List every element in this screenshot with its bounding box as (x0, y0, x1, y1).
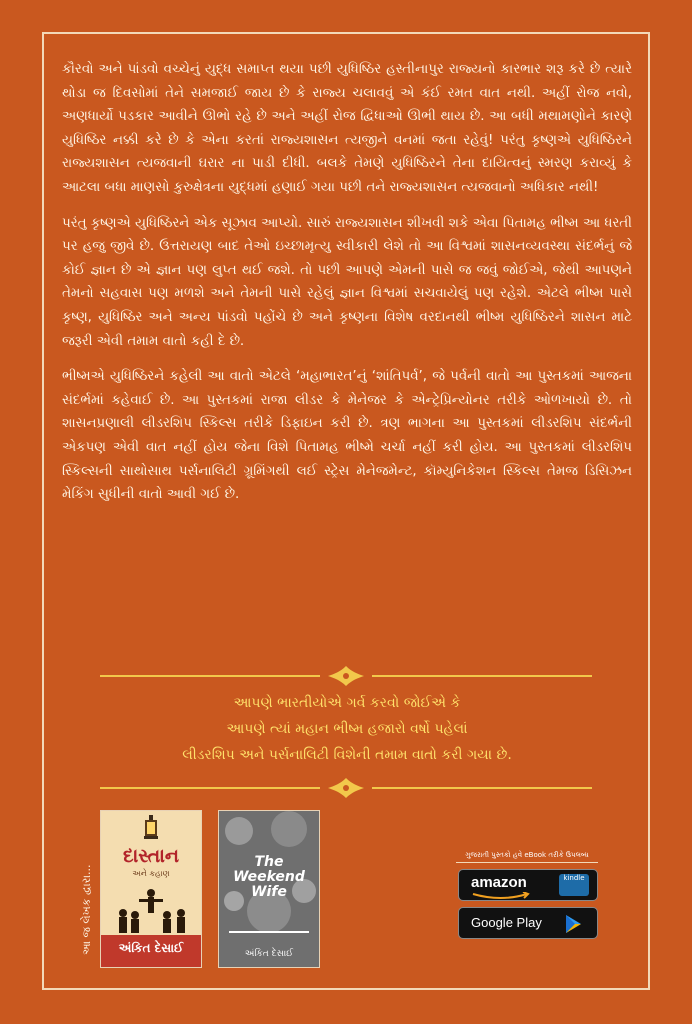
book-author: અંકિત દેસાઈ (118, 941, 184, 955)
highlight-quote (62, 690, 632, 768)
amazon-smile-icon (471, 892, 531, 900)
paragraph-3: ભીષ્મએ યુધિષ્ઠિરને કહેલી આ વાતો એટલે ‘મહાભારત’નું ‘શાંતિપર્વ’, જે પર્વની વાતો આ પુસ્તકમાં આજના સંદર્ભમાં કહેવાઈ છે. આ પુસ્તકમાં રાજા લીડર કે મેનેજર કે એન્ટ્રેપ્રિન્યોનર તરીકે ઓળખાયો છે. તો શાસનપ્રણાલી લીડરશિપ સ્કિલ્સ તરીકે ડિફાઇન કરી છે. ત્રણ ભાગના આ પુસ્તકમાં લીડરશિપ સંદર્ભની એકપણ એવી વાત નહીં હોય જેના વિશે પિતામહ ભીષ્મે ચર્ચા નહીં કરી હોય. આ પુસ્તકમાં લીડરશિપ સ્કિલ્સની સાથોસાથ પર્સનાલિટી ગ્રૂમિંગથી લઈ સ્ટ્રેસ મેનેજમેન્ટ, કૉમ્યુનિકેશન સ્કિલ્સ તેમજ ડિસિઝન મેકિંગ સુધીની વાતો આવી ગઈ છે. (62, 369, 632, 503)
lantern-icon (141, 815, 161, 843)
floral-ornament-icon (326, 776, 366, 800)
book-title: દાસ્તાન (122, 845, 180, 867)
google-play-icon (563, 913, 585, 935)
book-author: અંકિત દેસાઈ (244, 949, 294, 959)
paragraph-1: કૌરવો અને પાંડવો વચ્ચેનું યુદ્ધ સમાપ્ત થયા પછી યુધિષ્ઠિર હસ્તીનાપુર રાજ્યનો કારભાર શરૂ કરે છે ત્યારે થોડા જ દિવસોમાં તેને સમજાઈ જાય છે કે રાજ્ય ચલાવવું એ કંઈ રમત વાત નથી. અહીં રોજ નવો, અણધાર્યો પડકાર આવીને ઊભો રહે છે અને અહીં રોજ દ્વિધાઓ ઊભી થાય છે. આ બધી મથામણોને કારણે યુધિષ્ઠિર નક્કી કરે છે કે એના કરતાં રાજ્યશાસન ત્યજીને વનમાં જતા રહેવું! પરંતુ કૃષ્ણએ યુધિષ્ઠિરને રાજ્યશાસન ત્યજવાની ઘરાર ના પાડી દીધી. બલકે તેમણે યુધિષ્ઠિરને તેના દાયિત્વનું સ્મરણ કરાવ્યું કે આટલા બધા માણસો કુરુક્ષેત્રના યુદ્ધમાં હણાઈ ગયા પછી તને રાજ્યશાસન ત્યજવાનો અધિકાર નથી! (62, 62, 632, 195)
ornament-divider-bottom (100, 776, 592, 800)
same-author-label: આ જ લેખક દ્વારા... (80, 864, 93, 955)
ebook-availability-caption: ગુજરાતી પુસ્તકો હવે eBook તરીકે ઉપલબ્ધ (456, 851, 598, 863)
amazon-logo-text: amazon (471, 874, 527, 891)
google-play-text: Google Play (471, 915, 542, 930)
book-title: The Weekend Wife (233, 854, 305, 900)
quote-line: આપણે ભારતીયોએ ગર્વ કરવો જોઈએ કે (233, 695, 461, 711)
quote-line: લીડરશિપ અને પર્સનાલિટી વિશેની તમામ વાતો કરી ગયા છે. (182, 747, 512, 763)
description-text (62, 58, 632, 519)
book-cover-dastaan[interactable] (100, 810, 202, 968)
paragraph-2: પરંતુ કૃષ્ણએ યુધિષ્ઠિરને એક સૂઝાવ આપ્યો. સારું રાજ્યશાસન શીખવી શકે એવા પિતામહ ભીષ્મ આ ધરતી પર હજુ જીવે છે. ઉત્તરાયણ બાદ તેઓ ઇચ્છામૃત્યુ સ્વીકારી લેશે તો આ વિશ્વમાં શાસનવ્યવસ્થા સંદર્ભનું જે કોઈ જ્ઞાન છે એ જ્ઞાન પણ લુપ્ત થઈ જશે. તો પછી આપણે એમની પાસે જ જવું જોઈએ, જેથી આપણને તેમનો સહવાસ પણ મળશે અને તેમની પાસે રહેલું જ્ઞાન વિશ્વમાં સચવાયેલું પણ રહેશે. એટલે ભીષ્મ પાસે કૃષ્ણ, યુધિષ્ઠિર અને અન્ય પાંડવો પહોંચે છે અને કૃષ્ણના વિશેષ વરદાનથી ભીષ્મ યુધિષ્ઠિરને શાસન માટે જરૂરી એવી તમામ વાતો કહી દે છે. (62, 215, 632, 349)
google-play-badge[interactable] (458, 907, 598, 939)
kindle-icon: kindle (559, 874, 589, 896)
people-silhouette-icon (101, 885, 201, 935)
quote-line: આપણે ત્યાં મહાન ભીષ્મ હજારો વર્ષો પહેલાં (226, 721, 468, 737)
floral-ornament-icon (326, 664, 366, 688)
book-subtitle: અને કહાણ (132, 869, 170, 878)
amazon-kindle-badge[interactable] (458, 869, 598, 901)
book-cover-weekend-wife[interactable] (218, 810, 320, 968)
ornament-divider-top (100, 664, 592, 688)
